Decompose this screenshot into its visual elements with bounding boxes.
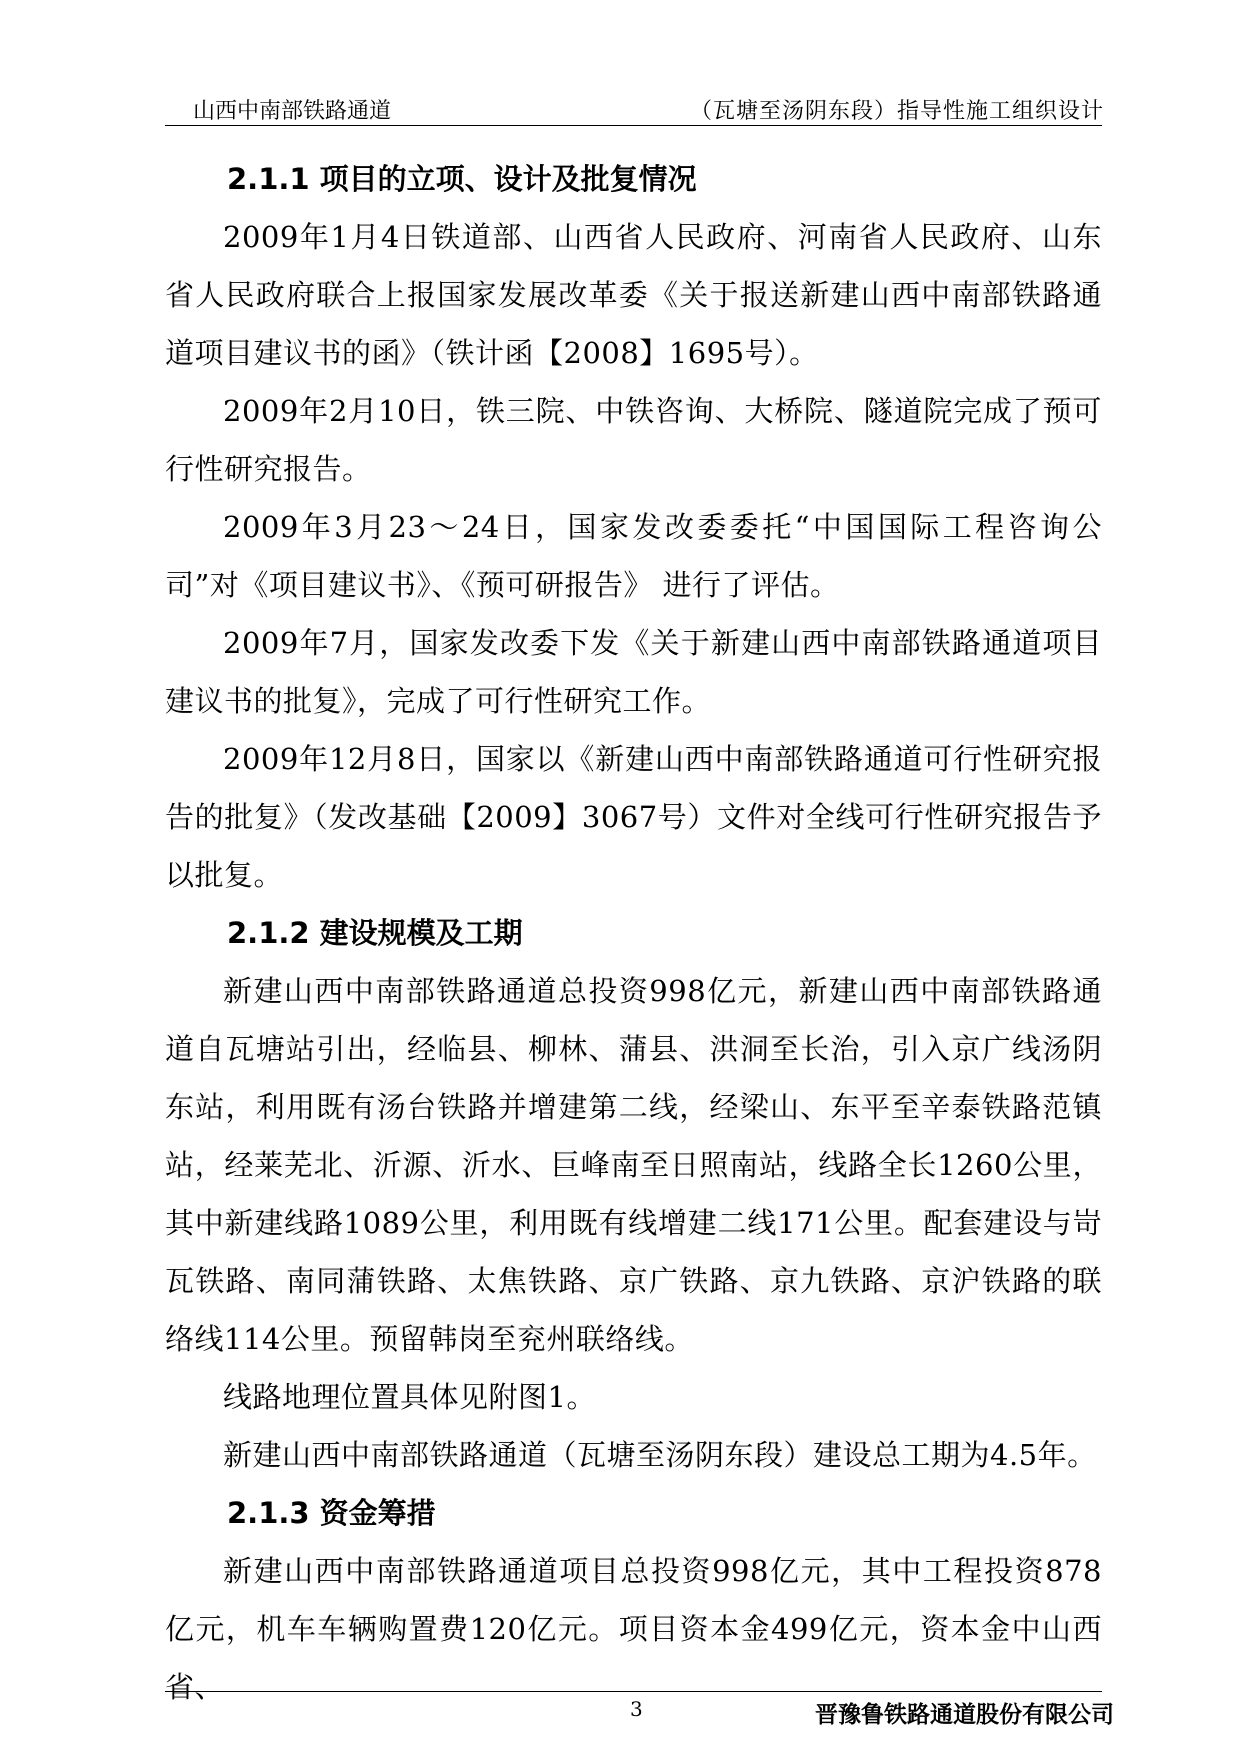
footer-rule xyxy=(165,1691,1102,1692)
footer-company-name: 晋豫鲁铁路通道股份有限公司 xyxy=(815,1702,1114,1728)
section-heading-2-1-3: 2.1.3 资金筹措 xyxy=(227,1496,436,1530)
header-left-title: 山西中南部铁路通道 xyxy=(193,99,392,124)
paragraph: 2009年3月23～24日，国家发改委委托“中国国际工程咨询公司”对《项目建议书》、《预可研报告》 进行了评估。 xyxy=(165,510,1102,602)
paragraph: 新建山西中南部铁路通道项目总投资998亿元，其中工程投资878亿元，机车车辆购置费120亿元。项目资本金499亿元，资本金中山西省、 xyxy=(165,1554,1102,1704)
paragraph: 新建山西中南部铁路通道总投资998亿元，新建山西中南部铁路通道自瓦塘站引出，经临县、柳林、蒲县、洪洞至长治，引入京广线汤阴东站，利用既有汤台铁路并增建第二线，经梁山、东平至辛泰铁路范镇站，经莱芜北、沂源、沂水、巨峰南至日照南站，线路全长1260公里，其中新建线路1089公里，利用既有线增建二线171公里。配套建设与岢瓦铁路、南同蒲铁路、太焦铁路、京广铁路、京九铁路、京沪铁路的联络线114公里。预留韩岗至兖州联络线。 xyxy=(165,974,1102,1356)
page-number: 3 xyxy=(630,1697,643,1721)
paragraph: 2009年12月8日，国家以《新建山西中南部铁路通道可行性研究报告的批复》（发改基础【2009】3067号）文件对全线可行性研究报告予以批复。 xyxy=(165,742,1102,892)
paragraph: 新建山西中南部铁路通道（瓦塘至汤阴东段）建设总工期为4.5年。 xyxy=(223,1438,1097,1472)
paragraph: 2009年1月4日铁道部、山西省人民政府、河南省人民政府、山东省人民政府联合上报国家发展改革委《关于报送新建山西中南部铁路通道项目建议书的函》（铁计函【2008】1695号）。 xyxy=(165,220,1102,370)
paragraph: 2009年7月，国家发改委下发《关于新建山西中南部铁路通道项目建议书的批复》，完成了可行性研究工作。 xyxy=(165,626,1102,718)
paragraph: 2009年2月10日，铁三院、中铁咨询、大桥院、隧道院完成了预可行性研究报告。 xyxy=(165,394,1102,486)
document-body xyxy=(165,150,1102,1716)
header-right-title: （瓦塘至汤阴东段）指导性施工组织设计 xyxy=(690,99,1105,124)
section-heading-2-1-2: 2.1.2 建设规模及工期 xyxy=(227,916,523,950)
header-rule xyxy=(165,125,1102,126)
paragraph: 线路地理位置具体见附图1。 xyxy=(223,1380,596,1414)
section-heading-2-1-1: 2.1.1 项目的立项、设计及批复情况 xyxy=(227,162,697,196)
